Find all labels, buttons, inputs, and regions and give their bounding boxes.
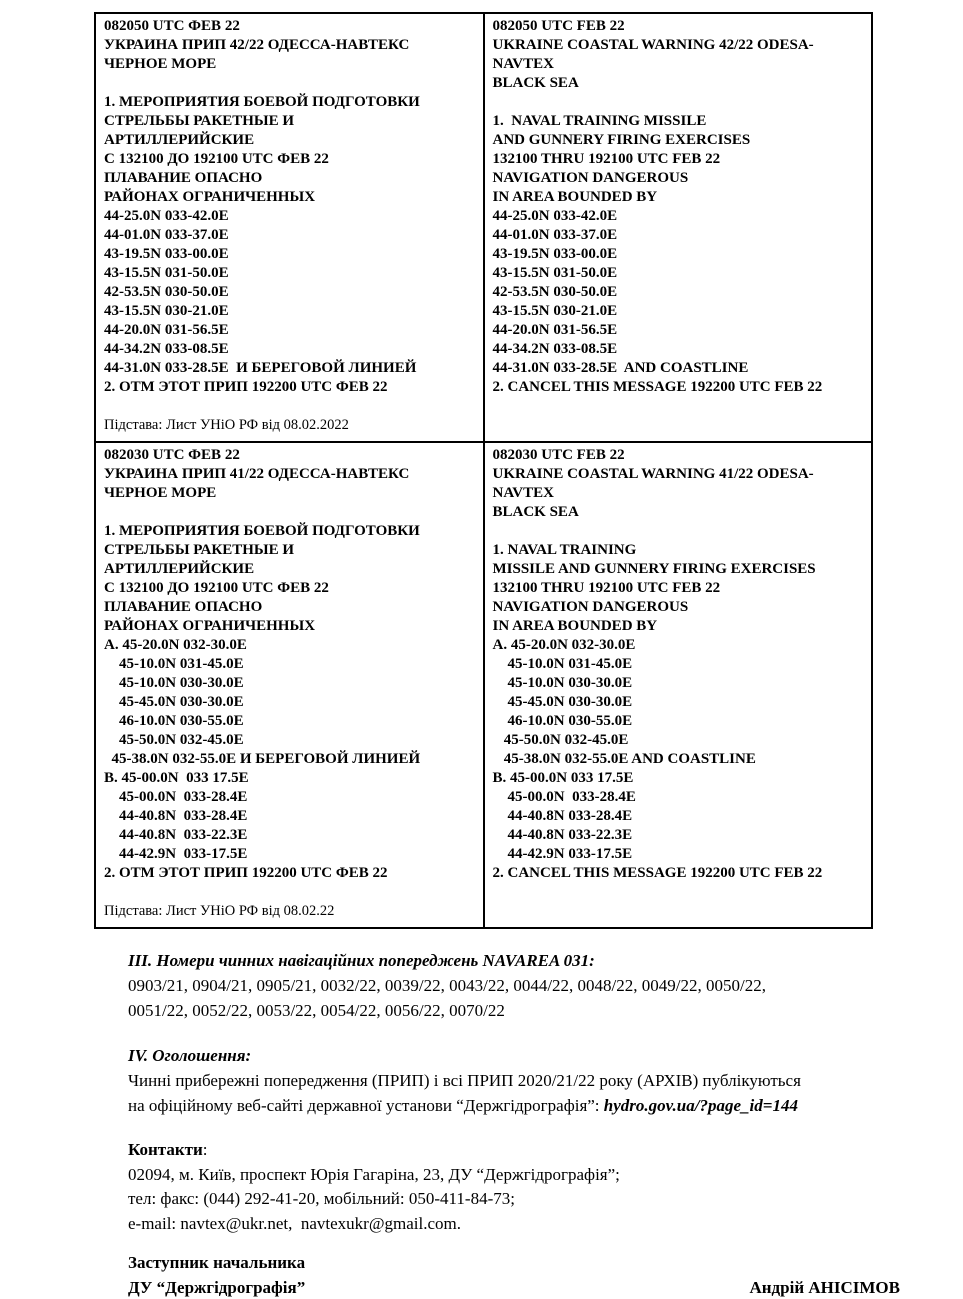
- text-line: [493, 93, 866, 112]
- text-line: 44-40.8N 033-28.4E: [104, 808, 248, 824]
- warning-41-22-ru-text: [104, 446, 477, 883]
- basis-note-41-22: Підстава: Лист УНіО РФ від 08.02.22: [104, 903, 335, 919]
- text-line: 45-10.0N 031-45.0E: [104, 656, 244, 672]
- text-line: 1. МЕРОПРИЯТИЯ БОЕВОЙ ПОДГОТОВКИ: [104, 94, 420, 110]
- text-line: 46-10.0N 030-55.0E: [104, 713, 244, 729]
- text-line: 44-34.2N 033-08.5E: [492, 341, 618, 357]
- text-line: [104, 74, 477, 93]
- signer-title-line1: Заступник начальника: [128, 1253, 306, 1272]
- text-line: 0903/21, 0904/21, 0905/21, 0032/22, 0039/22, 0043/22, 0044/22, 0048/22, 0049/22, 0050/22,: [128, 976, 766, 995]
- text-line: 45-10.0N 031-45.0E: [492, 656, 633, 672]
- signer-title-line2: ДУ “Держгідрографія”: [128, 1278, 306, 1297]
- text-line: 44-40.8N 033-28.4E: [492, 808, 633, 824]
- contacts-section: [128, 1138, 920, 1236]
- navarea-section: [128, 948, 920, 1023]
- text-line: 42-53.5N 030-50.0E: [492, 284, 618, 300]
- warning-42-22-row: [95, 13, 872, 442]
- text-line: 44-31.0N 033-28.5E AND COASTLINE: [492, 360, 749, 376]
- text-line: 2. ОТМ ЭТОТ ПРИП 192200 UTC ФЕВ 22: [104, 379, 388, 395]
- text-line: 1. NAVAL TRAINING: [492, 542, 637, 558]
- text-line: 44-01.0N 033-37.0E: [492, 227, 618, 243]
- signer-name: Андрій АНІСІМОВ: [749, 1278, 900, 1297]
- signature-row: [128, 1275, 900, 1299]
- text-line: 45-45.0N 030-30.0E: [104, 694, 244, 710]
- text-line: [104, 503, 477, 522]
- text-line: 43-15.5N 031-50.0E: [492, 265, 618, 281]
- text-line: NAVIGATION DANGEROUS: [492, 170, 689, 186]
- basis-note-42-22: Підстава: Лист УНіО РФ від 08.02.2022: [104, 417, 349, 433]
- text-line: 45-50.0N 032-45.0E: [492, 732, 629, 748]
- text-line: 082050 UTC FEB 22: [492, 18, 625, 34]
- text-line: 45-45.0N 030-30.0E: [492, 694, 633, 710]
- text-line: NAVTEX: [492, 56, 554, 72]
- text-line: NAVTEX: [492, 485, 554, 501]
- text-line: 44-25.0N 033-42.0E: [104, 208, 229, 224]
- warning-42-22-en-cell: [484, 13, 873, 442]
- text-line: 45-10.0N 030-30.0E: [492, 675, 633, 691]
- navarea-heading: ІІІ. Номери чинних навігаційних попереджень NAVAREA 031:: [128, 951, 595, 970]
- text-line: 43-15.5N 031-50.0E: [104, 265, 229, 281]
- text-line: РАЙОНАХ ОГРАНИЧЕННЫХ: [104, 189, 316, 205]
- text-line: СТРЕЛЬБЫ РАКЕТНЫЕ И: [104, 113, 295, 129]
- text-line: 46-10.0N 030-55.0E: [492, 713, 633, 729]
- contacts-heading-line: [128, 1138, 920, 1163]
- text-line: 45-50.0N 032-45.0E: [104, 732, 244, 748]
- text-line: [493, 522, 866, 541]
- text-line: 2. ОТМ ЭТОТ ПРИП 192200 UTC ФЕВ 22: [104, 865, 388, 881]
- text-line: 2. CANCEL THIS MESSAGE 192200 UTC FEB 22: [492, 865, 823, 881]
- text-line: 42-53.5N 030-50.0E: [104, 284, 229, 300]
- coastal-warnings-table: [94, 12, 873, 929]
- text-line: A. 45-20.0N 032-30.0E: [492, 637, 636, 653]
- text-line: BLACK SEA: [492, 75, 579, 91]
- text-line: 45-38.0N 032-55.0E И БЕРЕГОВОЙ ЛИНИЕЙ: [104, 751, 421, 767]
- warning-42-22-ru-cell: [95, 13, 484, 442]
- text-line: 44-42.9N 033-17.5E: [104, 846, 248, 862]
- text-line: 44-01.0N 033-37.0E: [104, 227, 229, 243]
- text-line: 45-00.0N 033-28.4E: [492, 789, 636, 805]
- text-line: ЧЕРНОЕ МОРЕ: [104, 56, 217, 72]
- text-line: 44-31.0N 033-28.5E И БЕРЕГОВОЙ ЛИНИЕЙ: [104, 360, 417, 376]
- text-line: РАЙОНАХ ОГРАНИЧЕННЫХ: [104, 618, 316, 634]
- text-line: 1. NAVAL TRAINING MISSILE: [492, 113, 707, 129]
- warning-41-22-en-text: [493, 446, 866, 883]
- text-line: 02094, м. Київ, проспект Юрія Гагаріна, 23, ДУ “Держгідрографія”;: [128, 1164, 620, 1184]
- text-line: B. 45-00.0N 033 17.5E: [492, 770, 634, 786]
- text-line: тел: факс: (044) 292-41-20, мобільний: 050-411-84-73;: [128, 1189, 515, 1208]
- text-line: 44-34.2N 033-08.5E: [104, 341, 229, 357]
- text-line: С 132100 ДО 192100 UTC ФЕВ 22: [104, 151, 329, 167]
- hydro-website-url: hydro.gov.ua/?page_id=144: [603, 1096, 798, 1115]
- contacts-heading: Контакти: [128, 1140, 203, 1159]
- text-line: MISSILE AND GUNNERY FIRING EXERCISES: [492, 561, 816, 577]
- text-line: С 132100 ДО 192100 UTC ФЕВ 22: [104, 580, 329, 596]
- announcements-text-prefix: на офіційному веб-сайті державної установи “Держгідрографія”:: [128, 1096, 604, 1115]
- text-line: АРТИЛЛЕРИЙСКИЕ: [104, 561, 255, 577]
- text-line: УКРАИНА ПРИП 41/22 ОДЕССА-НАВТЕКС: [104, 466, 410, 482]
- text-line: А. 45-20.0N 032-30.0E: [104, 637, 247, 653]
- text-line: СТРЕЛЬБЫ РАКЕТНЫЕ И: [104, 542, 295, 558]
- text-line: 45-38.0N 032-55.0E AND COASTLINE: [492, 751, 756, 767]
- text-line: 44-40.8N 033-22.3E: [492, 827, 633, 843]
- announcements-section: [128, 1043, 920, 1118]
- text-line: В. 45-00.0N 033 17.5E: [104, 770, 249, 786]
- text-line: 0051/22, 0052/22, 0053/22, 0054/22, 0056/22, 0070/22: [128, 1001, 505, 1020]
- warning-42-22-en-text: [493, 17, 866, 397]
- text-line: 44-20.0N 031-56.5E: [492, 322, 618, 338]
- text-line: BLACK SEA: [492, 504, 579, 520]
- text-line: 43-15.5N 030-21.0E: [492, 303, 618, 319]
- text-line: 45-00.0N 033-28.4E: [104, 789, 248, 805]
- text-line: 1. МЕРОПРИЯТИЯ БОЕВОЙ ПОДГОТОВКИ: [104, 523, 420, 539]
- signature-section: [128, 1250, 920, 1299]
- text-line: 082030 UTC FEB 22: [492, 447, 625, 463]
- text-line: 132100 THRU 192100 UTC FEB 22: [492, 580, 721, 596]
- text-line: 44-25.0N 033-42.0E: [492, 208, 618, 224]
- announcements-line2: [128, 1093, 920, 1118]
- text-line: ЧЕРНОЕ МОРЕ: [104, 485, 217, 501]
- text-line: 2. CANCEL THIS MESSAGE 192200 UTC FEB 22: [492, 379, 823, 395]
- text-line: 44-40.8N 033-22.3E: [104, 827, 248, 843]
- text-line: 43-15.5N 030-21.0E: [104, 303, 229, 319]
- text-line: 44-42.9N 033-17.5E: [492, 846, 633, 862]
- text-line: e-mail: navtex@ukr.net, navtexukr@gmail.com.: [128, 1213, 461, 1233]
- text-line: UKRAINE COASTAL WARNING 41/22 ODESA-: [492, 466, 814, 482]
- text-line: AND GUNNERY FIRING EXERCISES: [492, 132, 751, 148]
- text-line: 082050 UTC ФЕВ 22: [104, 18, 240, 34]
- contacts-heading-colon: :: [202, 1140, 208, 1159]
- text-line: УКРАИНА ПРИП 42/22 ОДЕССА-НАВТЕКС: [104, 37, 410, 53]
- navarea-numbers: [128, 973, 920, 1023]
- warning-42-22-ru-text: [104, 17, 477, 397]
- text-line: 45-10.0N 030-30.0E: [104, 675, 244, 691]
- text-line: 43-19.5N 033-00.0E: [104, 246, 229, 262]
- text-line: ПЛАВАНИЕ ОПАСНО: [104, 599, 263, 615]
- contacts-details: [128, 1163, 920, 1237]
- text-line: 43-19.5N 033-00.0E: [492, 246, 618, 262]
- text-line: 082030 UTC ФЕВ 22: [104, 447, 240, 463]
- warning-41-22-ru-cell: [95, 442, 484, 928]
- text-line: АРТИЛЛЕРИЙСКИЕ: [104, 132, 255, 148]
- text-line: NAVIGATION DANGEROUS: [492, 599, 689, 615]
- text-line: IN AREA BOUNDED BY: [492, 189, 658, 205]
- text-line: 132100 THRU 192100 UTC FEB 22: [492, 151, 721, 167]
- text-line: 44-20.0N 031-56.5E: [104, 322, 229, 338]
- warning-41-22-en-cell: [484, 442, 873, 928]
- announcements-text: Чинні прибережні попередження (ПРИП) і всі ПРИП 2020/21/22 року (АРХІВ) публікуються: [128, 1071, 801, 1090]
- announcements-heading: IV. Оголошення:: [128, 1046, 252, 1065]
- text-line: UKRAINE COASTAL WARNING 42/22 ODESA-: [492, 37, 814, 53]
- text-line: IN AREA BOUNDED BY: [492, 618, 658, 634]
- warning-41-22-row: [95, 442, 872, 928]
- text-line: ПЛАВАНИЕ ОПАСНО: [104, 170, 263, 186]
- announcements-line1: [128, 1068, 920, 1093]
